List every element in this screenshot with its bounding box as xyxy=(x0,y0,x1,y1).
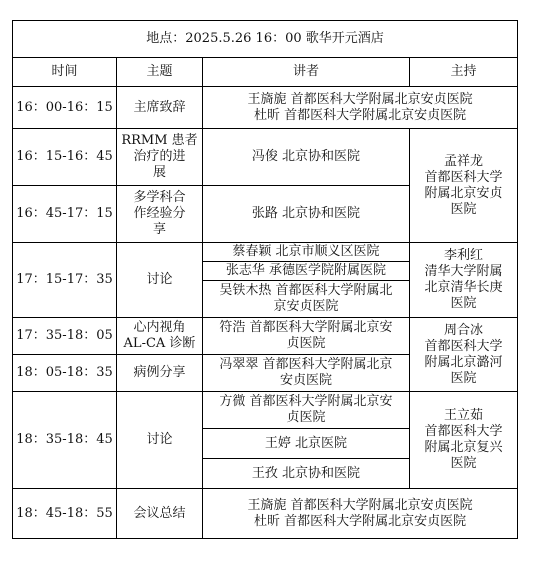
topic-line: 心内视角 xyxy=(133,320,186,335)
host-line: 医院 xyxy=(450,370,477,386)
topic-cell xyxy=(117,318,203,355)
venue-title: 地点：2025.5.26 16：00 歌华开元酒店 xyxy=(13,21,518,58)
table-row xyxy=(13,87,518,129)
speaker-name: 杜昕 首都医科大学附属北京安贞医院 xyxy=(253,513,467,529)
topic-cell xyxy=(117,186,203,243)
host-line: 李利红 xyxy=(444,248,484,263)
header-row xyxy=(13,58,518,87)
topic-cell xyxy=(117,129,203,186)
speaker-line: 吴铁木热 首都医科大学附属北 xyxy=(219,283,393,298)
speaker-cell: 王孜 北京协和医院 xyxy=(203,459,410,489)
speaker-line: 贞医院 xyxy=(286,410,326,425)
speaker-cell: 冯俊 北京协和医院 xyxy=(203,129,410,186)
speaker-line: 贞医院 xyxy=(286,336,326,351)
speaker-line: 方微 首都医科大学附属北京安 xyxy=(219,394,393,409)
topic-line: AL-CA 诊断 xyxy=(123,336,196,351)
host-line: 首都医科大学 xyxy=(424,338,503,354)
topic-cell: 主席致辞 xyxy=(117,87,203,129)
host-line: 首都医科大学 xyxy=(424,424,503,439)
table-row xyxy=(13,392,518,429)
table-row xyxy=(13,489,518,539)
speaker-cell: 张路 北京协和医院 xyxy=(203,186,410,243)
header-host: 主持 xyxy=(410,58,518,87)
host-line: 周合冰 xyxy=(444,322,484,338)
host-cell xyxy=(410,129,518,243)
host-line: 医院 xyxy=(450,456,477,471)
speaker-line: 符浩 首都医科大学附属北京安 xyxy=(219,320,393,335)
topic-line: 作经验分 xyxy=(133,206,186,221)
speaker-line: 冯翠翠 首都医科大学附属北京 xyxy=(219,357,393,372)
topic-line: 享 xyxy=(152,222,166,237)
host-line: 医院 xyxy=(450,296,477,311)
time-cell: 18：05-18：35 xyxy=(13,355,117,392)
speaker-line: 京安贞医院 xyxy=(273,299,339,314)
venue-row xyxy=(13,21,518,58)
header-time: 时间 xyxy=(13,58,117,87)
time-cell: 16：15-16：45 xyxy=(13,129,117,186)
host-line: 附属北京潞河 xyxy=(424,354,503,370)
topic-cell: 讨论 xyxy=(117,392,203,489)
speaker-name: 杜昕 首都医科大学附属北京安贞医院 xyxy=(253,107,467,123)
time-cell: 16：45-17：15 xyxy=(13,186,117,243)
time-cell: 18：45-18：55 xyxy=(13,489,117,539)
time-cell: 16：00-16：15 xyxy=(13,87,117,129)
host-line: 附属北京安贞 xyxy=(424,185,503,201)
speaker-cell xyxy=(203,281,410,318)
speaker-cell xyxy=(203,318,410,355)
host-line: 清华大学附属 xyxy=(424,264,503,279)
host-line: 附属北京复兴 xyxy=(424,440,503,455)
schedule-table xyxy=(12,20,518,539)
speaker-cell: 蔡春颖 北京市顺义区医院 xyxy=(203,243,410,262)
topic-cell: 会议总结 xyxy=(117,489,203,539)
speaker-cell xyxy=(203,355,410,392)
table-row xyxy=(13,243,518,262)
speaker-name: 王旖旎 首都医科大学附属北京安贞医院 xyxy=(247,497,473,513)
table-row xyxy=(13,129,518,186)
speaker-cell: 王婷 北京医院 xyxy=(203,429,410,459)
host-cell xyxy=(410,243,518,318)
time-cell: 17：15-17：35 xyxy=(13,243,117,318)
topic-cell: 讨论 xyxy=(117,243,203,318)
time-cell: 17：35-18：05 xyxy=(13,318,117,355)
topic-cell: 病例分享 xyxy=(117,355,203,392)
host-line: 王立茹 xyxy=(444,408,484,423)
host-cell xyxy=(410,392,518,489)
topic-line: 展 xyxy=(152,165,166,180)
header-speaker: 讲者 xyxy=(203,58,410,87)
header-topic: 主题 xyxy=(117,58,203,87)
speaker-cell xyxy=(203,489,518,539)
host-line: 医院 xyxy=(450,201,477,217)
host-line: 孟祥龙 xyxy=(444,153,484,169)
host-cell xyxy=(410,318,518,392)
host-line: 北京清华长庚 xyxy=(424,280,503,295)
speaker-line: 安贞医院 xyxy=(279,373,332,388)
time-cell: 18：35-18：45 xyxy=(13,392,117,489)
speaker-cell: 张志华 承德医学院附属医院 xyxy=(203,262,410,281)
host-line: 首都医科大学 xyxy=(424,169,503,185)
topic-line: 多学科合 xyxy=(133,190,186,205)
topic-line: 治疗的进 xyxy=(133,149,186,164)
speaker-cell xyxy=(203,87,518,129)
speaker-cell xyxy=(203,392,410,429)
topic-line: RRMM 患者 xyxy=(121,133,198,148)
speaker-name: 王旖旎 首都医科大学附属北京安贞医院 xyxy=(247,91,473,107)
table-row xyxy=(13,318,518,355)
